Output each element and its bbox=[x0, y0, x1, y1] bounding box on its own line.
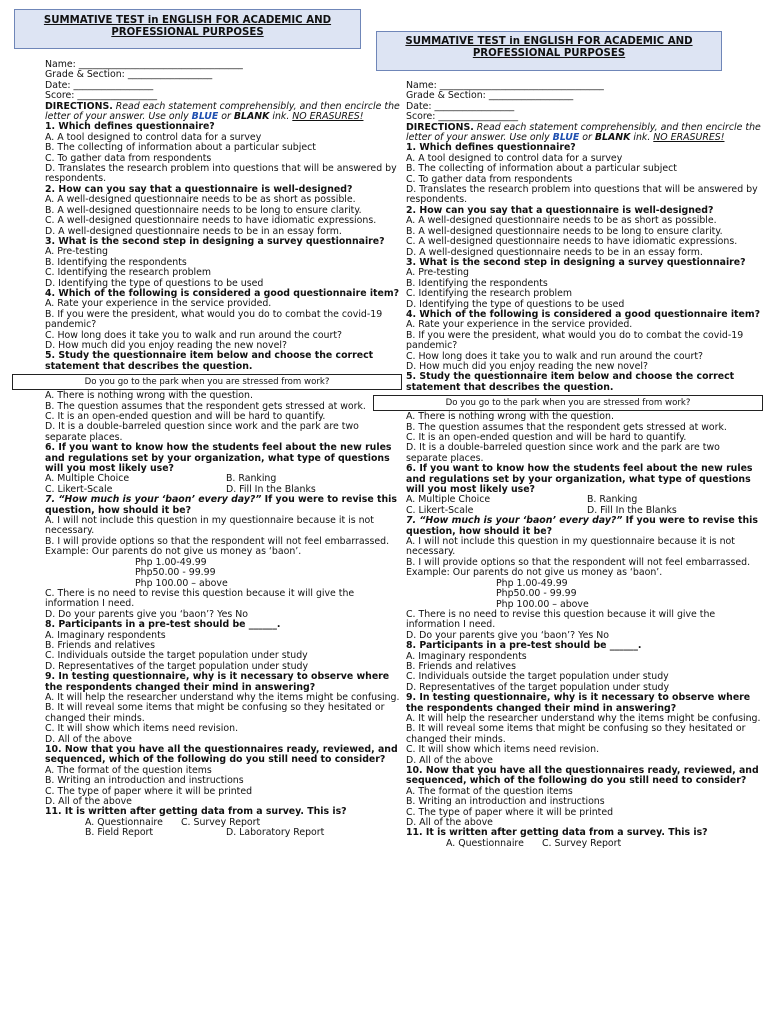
example: Example: Our parents do not give us money as ‘baon’. bbox=[406, 567, 663, 579]
test-column-left bbox=[45, 60, 400, 839]
option: C. Likert-Scale bbox=[45, 483, 113, 495]
option: D. It is a double-barreled question since work and the park are two separate places. bbox=[406, 442, 720, 464]
option: B. If you were the president, what would you do to combat the covid-19 pandemic? bbox=[406, 329, 744, 352]
example-choice: Php50.00 - 99.99 bbox=[496, 588, 577, 600]
option: D. All of the above bbox=[406, 754, 493, 766]
option: D. Do your parents give you ‘baon’? Yes No bbox=[45, 608, 248, 620]
option: D. Identifying the type of questions to be used bbox=[45, 277, 264, 289]
option: D. Representatives of the target population under study bbox=[406, 681, 670, 693]
option: A. The format of the question items bbox=[45, 764, 212, 776]
question-3: 3. What is the second step in designing a survey questionnaire? bbox=[45, 235, 385, 247]
question-4: 4. Which of the following is considered a good questionnaire item? bbox=[45, 287, 400, 299]
option: A. A tool designed to control data for a survey bbox=[45, 131, 262, 143]
option: D. Translates the research problem into questions that will be answered by respondents. bbox=[45, 163, 397, 185]
option: B. The collecting of information about a particular subject bbox=[45, 142, 316, 154]
option: A. Questionnaire bbox=[85, 816, 163, 828]
option: B. Writing an introduction and instructions bbox=[406, 796, 605, 808]
option: C. To gather data from respondents bbox=[45, 152, 212, 164]
option: A. There is nothing wrong with the question. bbox=[45, 390, 253, 402]
score-field: Score: _________________ bbox=[406, 111, 519, 123]
option: C. It is an open-ended question and will be hard to quantify. bbox=[406, 432, 687, 443]
question-1: 1. Which defines questionnaire? bbox=[45, 121, 215, 133]
question-11: 11. It is written after getting data from a survey. This is? bbox=[45, 806, 347, 818]
option: B. The question assumes that the respondent gets stressed at work. bbox=[406, 421, 727, 433]
option: B. A well-designed questionnaire needs to be long to ensure clarity. bbox=[45, 204, 362, 216]
option: D. It is a double-barreled question since work and the park are two separate places. bbox=[45, 421, 359, 443]
option: C. Individuals outside the target population under study bbox=[45, 650, 308, 662]
grade-field: Grade & Section: __________________ bbox=[45, 69, 213, 81]
option: C. Likert-Scale bbox=[406, 504, 474, 516]
option: D. Fill In the Blanks bbox=[587, 504, 677, 516]
option: B. Ranking bbox=[587, 494, 638, 506]
example-choice: Php 1.00-49.99 bbox=[135, 556, 207, 568]
option: D. All of the above bbox=[406, 817, 493, 829]
option: D. Translates the research problem into questions that will be answered by respondents. bbox=[406, 184, 758, 206]
page-title-left: SUMMATIVE TEST in ENGLISH FOR ACADEMIC AND PROFESSIONAL PURPOSES bbox=[14, 9, 361, 49]
question-7: 7. “How much is your ‘baon’ every day?” If you were to revise this question, how should it be? bbox=[406, 515, 758, 537]
option: B. Friends and relatives bbox=[406, 660, 516, 672]
option: D. All of the above bbox=[45, 796, 132, 808]
question-5: 5. Study the questionnaire item below and choose the correct statement that describes the question. bbox=[406, 371, 735, 393]
example-choice: Php 1.00-49.99 bbox=[496, 577, 568, 589]
option: A. Multiple Choice bbox=[45, 473, 130, 485]
option: C. There is no need to revise this question because it will give the information I need. bbox=[45, 587, 355, 610]
option: B. I will provide options so that the respondent will not feel embarrassed. bbox=[45, 535, 390, 547]
question-3: 3. What is the second step in designing a survey questionnaire? bbox=[406, 256, 746, 268]
option: B. The question assumes that the respondent gets stressed at work. bbox=[45, 400, 366, 412]
option: A. The format of the question items bbox=[406, 785, 573, 797]
option: B. Identifying the respondents bbox=[45, 256, 187, 268]
option: D. Identifying the type of questions to be used bbox=[406, 298, 625, 310]
option: B. A well-designed questionnaire needs to be long to ensure clarity. bbox=[406, 225, 723, 237]
option: A. A tool designed to control data for a survey bbox=[406, 152, 623, 164]
option-row bbox=[45, 828, 400, 838]
directions: DIRECTIONS. Read each statement comprehensibly, and then encircle the letter of your answer. Use only BLUE or BLANK ink. NO ERASURES! bbox=[45, 100, 400, 123]
question-6: 6. If you want to know how the students feel about the new rules and regulations set by your organization, what type of questions will you most likely use? bbox=[406, 463, 753, 496]
option: D. How much did you enjoy reading the new novel? bbox=[45, 339, 287, 351]
question-item-box: Do you go to the park when you are stressed from work? bbox=[373, 395, 763, 411]
option: C. Survey Report bbox=[181, 816, 261, 828]
option: D. A well-designed questionnaire needs to be in an essay form. bbox=[45, 225, 342, 237]
option: C. It will show which items need revision. bbox=[45, 723, 239, 735]
option: C. The type of paper where it will be printed bbox=[406, 806, 614, 818]
grade-field: Grade & Section: __________________ bbox=[406, 90, 574, 102]
option: A. A well-designed questionnaire needs to be as short as possible. bbox=[406, 215, 717, 227]
option: B. The collecting of information about a particular subject bbox=[406, 163, 677, 175]
option: D. Fill In the Blanks bbox=[226, 483, 316, 495]
option: C. There is no need to revise this question because it will give the information I need. bbox=[406, 608, 716, 631]
question-1: 1. Which defines questionnaire? bbox=[406, 142, 576, 154]
question-8: 8. Participants in a pre-test should be ______. bbox=[406, 640, 642, 652]
option: B. I will provide options so that the respondent will not feel embarrassed. bbox=[406, 556, 751, 568]
question-9: 9. In testing questionnaire, why is it necessary to observe where the respondents changed their mind in answering? bbox=[45, 671, 390, 693]
option: A. Questionnaire bbox=[446, 837, 524, 849]
directions: DIRECTIONS. Read each statement comprehensibly, and then encircle the letter of your answer. Use only BLUE or BLANK ink. NO ERASURES! bbox=[406, 121, 761, 144]
question-10: 10. Now that you have all the questionnaires ready, reviewed, and sequenced, which of the following do you still need to consider? bbox=[406, 765, 759, 787]
option: A. Pre-testing bbox=[45, 246, 108, 258]
option: A. I will not include this question in my questionnaire because it is not necessary. bbox=[406, 536, 735, 558]
option: C. Individuals outside the target population under study bbox=[406, 671, 669, 683]
option: C. How long does it take you to walk and run around the court? bbox=[406, 350, 704, 362]
example: Example: Our parents do not give us money as ‘baon’. bbox=[45, 546, 302, 558]
option: D. How much did you enjoy reading the new novel? bbox=[406, 360, 648, 372]
option: C. It will show which items need revision. bbox=[406, 744, 600, 756]
option: B. Identifying the respondents bbox=[406, 277, 548, 289]
option: A. Rate your experience in the service provided. bbox=[406, 319, 633, 331]
option: A. Imaginary respondents bbox=[406, 650, 527, 662]
question-9: 9. In testing questionnaire, why is it necessary to observe where the respondents changed their mind in answering? bbox=[406, 692, 751, 714]
question-8: 8. Participants in a pre-test should be ______. bbox=[45, 619, 281, 631]
score-field: Score: _________________ bbox=[45, 90, 158, 102]
option: A. It will help the researcher understand why the items might be confusing. bbox=[406, 712, 761, 724]
option: A. There is nothing wrong with the question. bbox=[406, 411, 614, 423]
option: A. Imaginary respondents bbox=[45, 629, 166, 641]
question-4: 4. Which of the following is considered a good questionnaire item? bbox=[406, 308, 761, 320]
option: B. Writing an introduction and instructions bbox=[45, 775, 244, 787]
option: A. Pre-testing bbox=[406, 267, 469, 279]
option: C. Survey Report bbox=[542, 837, 622, 849]
test-column-right bbox=[406, 81, 761, 849]
option: C. Identifying the research problem bbox=[406, 288, 573, 300]
option: C. A well-designed questionnaire needs to have idiomatic expressions. bbox=[45, 215, 377, 227]
question-item-box: Do you go to the park when you are stressed from work? bbox=[12, 374, 402, 390]
option: C. The type of paper where it will be printed bbox=[45, 785, 253, 797]
option: B. Friends and relatives bbox=[45, 639, 155, 651]
question-2: 2. How can you say that a questionnaire is well-designed? bbox=[45, 183, 353, 195]
option: B. If you were the president, what would you do to combat the covid-19 pandemic? bbox=[45, 308, 383, 331]
option-row bbox=[406, 839, 761, 849]
option: B. It will reveal some items that might be confusing so they hesitated or changed their minds. bbox=[45, 702, 385, 724]
option: D. Do your parents give you ‘baon’? Yes No bbox=[406, 629, 609, 641]
option: B. It will reveal some items that might be confusing so they hesitated or changed their minds. bbox=[406, 723, 746, 745]
option: C. To gather data from respondents bbox=[406, 173, 573, 185]
name-field: Name: ___________________________________ bbox=[45, 59, 243, 70]
option: C. A well-designed questionnaire needs to have idiomatic expressions. bbox=[406, 236, 738, 248]
option: A. Rate your experience in the service provided. bbox=[45, 298, 272, 310]
name-field: Name: ___________________________________ bbox=[406, 80, 604, 91]
question-7: 7. “How much is your ‘baon’ every day?” If you were to revise this question, how should it be? bbox=[45, 494, 397, 516]
option: A. I will not include this question in my questionnaire because it is not necessary. bbox=[45, 515, 374, 537]
example-choice: Php50.00 - 99.99 bbox=[135, 567, 216, 579]
option: D. A well-designed questionnaire needs to be in an essay form. bbox=[406, 246, 703, 258]
question-2: 2. How can you say that a questionnaire is well-designed? bbox=[406, 204, 714, 216]
date-field: Date: _________________ bbox=[45, 79, 154, 91]
option: D. Laboratory Report bbox=[226, 827, 325, 839]
option: B. Field Report bbox=[85, 827, 154, 839]
example-choice: Php 100.00 – above bbox=[496, 598, 589, 610]
option: B. Ranking bbox=[226, 473, 277, 485]
option: A. Multiple Choice bbox=[406, 494, 491, 506]
option: D. Representatives of the target population under study bbox=[45, 660, 309, 672]
question-11: 11. It is written after getting data from a survey. This is? bbox=[406, 827, 708, 839]
option: D. All of the above bbox=[45, 733, 132, 745]
option: C. It is an open-ended question and will be hard to quantify. bbox=[45, 411, 326, 422]
option: A. A well-designed questionnaire needs to be as short as possible. bbox=[45, 194, 356, 206]
question-10: 10. Now that you have all the questionnaires ready, reviewed, and sequenced, which of the following do you still need to consider? bbox=[45, 744, 398, 766]
question-6: 6. If you want to know how the students feel about the new rules and regulations set by your organization, what type of questions will you most likely use? bbox=[45, 442, 392, 475]
page-title-right: SUMMATIVE TEST in ENGLISH FOR ACADEMIC AND PROFESSIONAL PURPOSES bbox=[376, 31, 722, 71]
date-field: Date: _________________ bbox=[406, 100, 515, 112]
question-5: 5. Study the questionnaire item below and choose the correct statement that describes the question. bbox=[45, 350, 374, 372]
option: A. It will help the researcher understand why the items might be confusing. bbox=[45, 691, 400, 703]
example-choice: Php 100.00 – above bbox=[135, 577, 228, 589]
option: C. Identifying the research problem bbox=[45, 267, 212, 279]
option: C. How long does it take you to walk and run around the court? bbox=[45, 329, 343, 341]
